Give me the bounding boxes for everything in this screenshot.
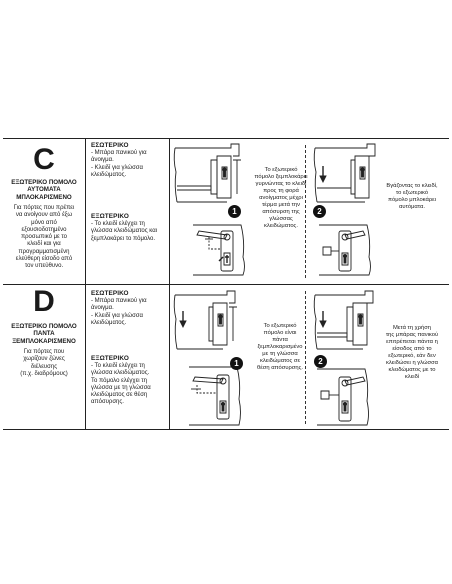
outside-lever-illustration xyxy=(187,363,249,427)
step-2-caption: Μετά τη χρήση της μπάρας πανικού επιτρέπεται πάντα η είσοδος από το εξωτερικό, εάν δεν κλειδώσει η γλώσσα κλειδώματος με το κλειδί xyxy=(385,325,439,380)
row-c xyxy=(3,139,449,284)
inside-section: ΕΣΩΤΕΡΙΚΟ - Μπάρα πανικού για άνοιγμα. - Κλειδί για γλώσσα κλειδώματος. xyxy=(91,290,147,326)
column-divider xyxy=(169,285,170,430)
step-1-badge: 1 xyxy=(230,357,243,370)
step-1-caption: Το εξωτερικό πόμολο ξεμπλοκάρει γυρνώντας το κλειδί προς τη φορά ανοίγματος μέχρι τέρμα μετά την απόσυρση της γλώσσας κλειδώματος. xyxy=(254,167,308,229)
column-divider xyxy=(169,139,170,284)
door-panic-bar-illustration xyxy=(171,289,249,353)
door-key-removed-illustration xyxy=(311,289,383,353)
column-divider xyxy=(85,139,86,284)
mode-letter: D xyxy=(33,285,55,318)
step-1-caption: Το εξωτερικό πόμολο είναι πάντα ξεμπλοκαρισμένο με τη γλώσσα κλειδώματος σε θέση απόσυρσης. xyxy=(256,323,304,371)
outside-section: ΕΞΩΤΕΡΙΚΟ - Το κλειδί ελέγχει τη γλώσσα κλειδώματος. Το πόμολο ελέγχει τη γλώσσα με τη γλώσσα κλειδώματος σε θέση απόσυρσης. xyxy=(91,355,151,406)
outside-lever-illustration xyxy=(315,365,373,427)
door-key-removed-illustration xyxy=(311,142,383,206)
door-panic-bar-illustration xyxy=(171,142,253,206)
row-d xyxy=(3,284,449,430)
mode-letter: C xyxy=(33,143,55,176)
step-2-caption: Βγάζοντας το κλειδί, το εξωτερικό πόμολο μπλοκάρει αυτόματα. xyxy=(386,183,438,210)
mode-title: ΕΞΩΤΕΡΙΚΟ ΠΟΜΟΛΟ ΑΥΤΟΜΑΤΑ ΜΠΛΟΚΑΡΙΣΜΕΝΟ xyxy=(11,179,77,201)
outside-lever-illustration xyxy=(317,221,375,277)
mode-title: ΕΞΩΤΕΡΙΚΟ ΠΟΜΟΛΟ ΠΑΝΤΑ ΞΕΜΠΛΟΚΑΡΙΣΜΕΝΟ xyxy=(11,323,77,345)
outside-section: ΕΞΩΤΕΡΙΚΟ - Το κλειδί ελέγχει τη γλώσσα κλειδώματος και ξεμπλοκάρει το πόμολο. xyxy=(91,213,158,242)
outside-lever-illustration xyxy=(191,221,249,277)
mode-description: Για πόρτες που πρέπει να ανοίγουν από έξω μόνο από εξουσιοδοτημένο προσωπικό με το κλειδί και για προγραμματισμένη ελεύθερη είσοδο από τον υπεύθυνο. xyxy=(13,205,75,270)
inside-section: ΕΣΩΤΕΡΙΚΟ - Μπάρα πανικού για άνοιγμα. - Κλειδί για γλώσσα κλειδώματος. xyxy=(91,142,147,178)
instruction-table xyxy=(3,138,449,430)
step-1-badge: 1 xyxy=(228,205,241,218)
step-2-badge: 2 xyxy=(313,205,326,218)
step-2-badge: 2 xyxy=(314,355,327,368)
mode-description: Για πόρτες που χωρίζουν ζώνες διέλευσης (π.χ. διαδρόμους) xyxy=(20,349,68,377)
column-divider xyxy=(85,285,86,430)
